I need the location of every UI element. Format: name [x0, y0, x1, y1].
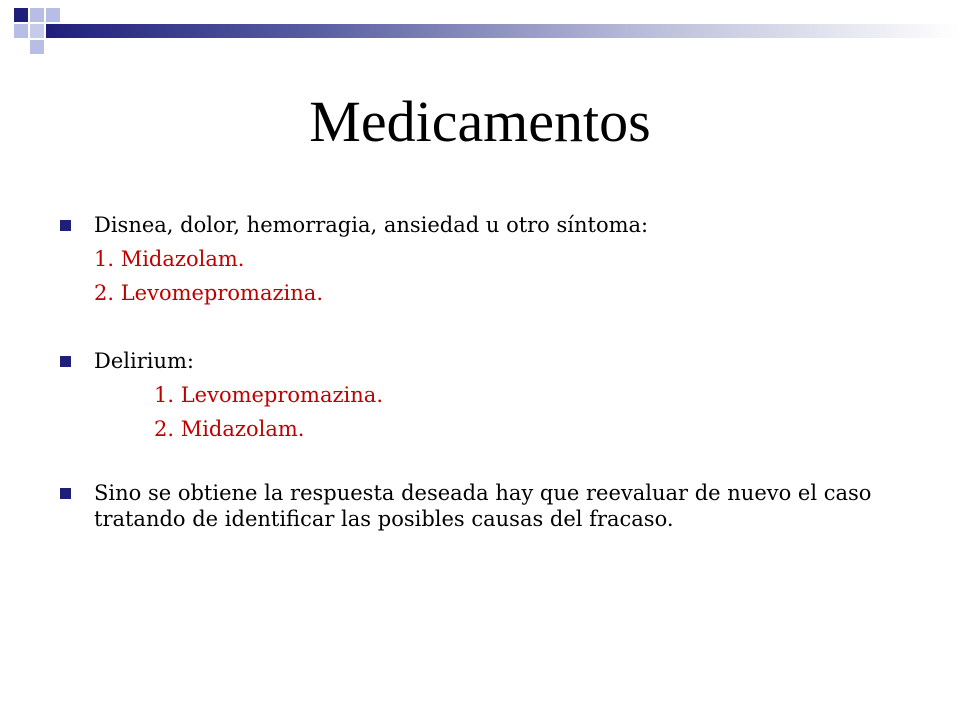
- sub-item: 2. Levomepromazina.: [94, 281, 323, 305]
- bullet-item: [60, 480, 900, 532]
- decor-square: [14, 8, 28, 22]
- slide-content: [60, 208, 900, 566]
- square-bullet-icon: [60, 488, 71, 499]
- square-bullet-icon: [60, 356, 71, 367]
- bullet-text: Sino se obtiene la respuesta deseada hay que reevaluar de nuevo el caso tratando de identificar las posibles causas del fracaso.: [94, 481, 872, 531]
- header-decoration: [0, 0, 960, 60]
- bullet-text: Disnea, dolor, hemorragia, ansiedad u otro síntoma:: [94, 213, 649, 237]
- decor-square: [30, 8, 44, 22]
- sub-item: 1. Midazolam.: [94, 247, 245, 271]
- decor-square: [46, 8, 60, 22]
- bullet-item: [60, 208, 900, 310]
- bullet-text: Delirium:: [94, 349, 194, 373]
- decor-square: [30, 40, 44, 54]
- sub-item: 1. Levomepromazina.: [154, 383, 383, 407]
- decor-square: [30, 24, 44, 38]
- square-bullet-icon: [60, 220, 71, 231]
- bullet-item: [60, 344, 900, 446]
- decor-square: [14, 24, 28, 38]
- slide-title: Medicamentos: [309, 89, 651, 154]
- sub-item: 2. Midazolam.: [154, 417, 305, 441]
- header-gradient-bar: [46, 24, 960, 38]
